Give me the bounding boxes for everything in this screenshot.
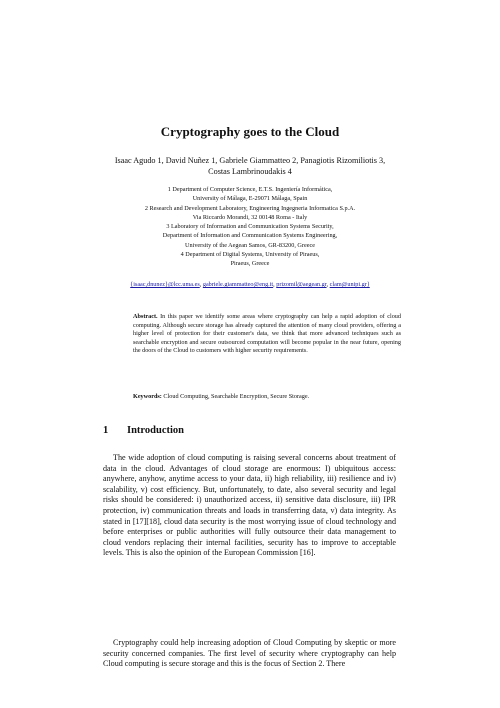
email-list: {isaac,dnunez}@lcc.uma.es, gabriele.giammatteo@eng.it, prizomil@aegean.gr, clam@unipi.gr} bbox=[130, 281, 370, 288]
affiliation-line: 1 Department of Computer Science, E.T.S. Ingeniería Informática, bbox=[167, 186, 333, 193]
email-link[interactable]: gabriele.giammatteo@eng.it bbox=[202, 281, 274, 288]
affiliation-line: 2 Research and Development Laboratory, Engineering Ingegneria Informatica S.p.A. bbox=[144, 204, 356, 212]
paper-title: Cryptography goes to the Cloud bbox=[160, 124, 340, 139]
author-list bbox=[90, 155, 410, 177]
keywords-text: Cloud Computing, Searchable Encryption, Secure Storage. bbox=[163, 393, 310, 400]
email-link[interactable]: prizomil@aegean.gr bbox=[276, 281, 327, 288]
abstract-text: In this paper we identify some areas where cryptography can help a rapid adoption of cloud computing. Although secure storage has already captured the attention of many cloud providers, offering a higher level of protection for their customer's data, we think that more advanced techniques such as searchable encryption and secure outsourced computation will become popular in the near future, opening the doors of the Cloud to customers with higher security requirements. bbox=[133, 313, 401, 354]
affiliation-line: Piraeus, Greece bbox=[230, 260, 270, 268]
keywords bbox=[133, 393, 401, 402]
section-title: Introduction bbox=[127, 425, 184, 436]
affiliations bbox=[70, 185, 430, 269]
body-paragraph: Cryptography could help increasing adoption of Cloud Computing by skeptic or more security concerned companies. The first level of security where cryptography can help Cloud computing is secure storage and this is the focus of Section 2. There bbox=[103, 638, 396, 669]
authors-line: Costas Lambrinoudakis 4 bbox=[208, 167, 292, 176]
affiliation-line: 4 Department of Digital Systems, University of Piraeus, bbox=[180, 251, 320, 259]
abstract bbox=[133, 313, 401, 356]
abstract-label: Abstract. bbox=[133, 313, 158, 320]
authors-line: Isaac Agudo 1, David Nuñez 1, Gabriele Giammatteo 2, Panagiotis Rizomiliotis 3, bbox=[114, 156, 386, 165]
affiliation-line: University of the Aegean Samos, GR-83200, Greece bbox=[185, 241, 315, 249]
body-paragraph: The wide adoption of cloud computing is raising several concerns about treatment of data in the cloud. Advantages of cloud storage are enormous: I) ubiquitous access: anywhere, anyhow, anytime access to your data, ii) high reliability, iii) resilience and iv) scalability, v) cost efficiency. But, unfortunately, to date, also several security and legal risks should be considered: i) unauthorized access, ii) sensitive data disclosure, iii) IPR protection, iv) communication threats and loads in transferring data, v) data integrity. As stated in [17][18], cloud data security is the most worrying issue of cloud technology and before enterprises or public authorities will fully outsource their data management to cloud vendors replacing their internal facilities, security has to improve to acceptable levels. This is also the opinion of the European Commission [16]. bbox=[103, 453, 396, 558]
section-number: 1 bbox=[103, 425, 109, 436]
affiliation-line: Via Riccardo Morandi, 32 00148 Roma - Italy bbox=[192, 213, 308, 221]
affiliation-line: 3 Laboratory of Information and Communication Systems Security, bbox=[166, 223, 334, 231]
section-heading bbox=[103, 425, 184, 436]
email-link[interactable]: clam@unipi.gr} bbox=[329, 281, 370, 288]
email-link[interactable]: {isaac,dnunez}@lcc.uma.es bbox=[130, 281, 200, 288]
keywords-label: Keywords: bbox=[133, 393, 162, 400]
affiliation-line: University of Málaga, E-29071 Málaga, Spain bbox=[192, 195, 308, 203]
affiliation-line: Department of Information and Communication Systems Engineering, bbox=[162, 232, 338, 240]
